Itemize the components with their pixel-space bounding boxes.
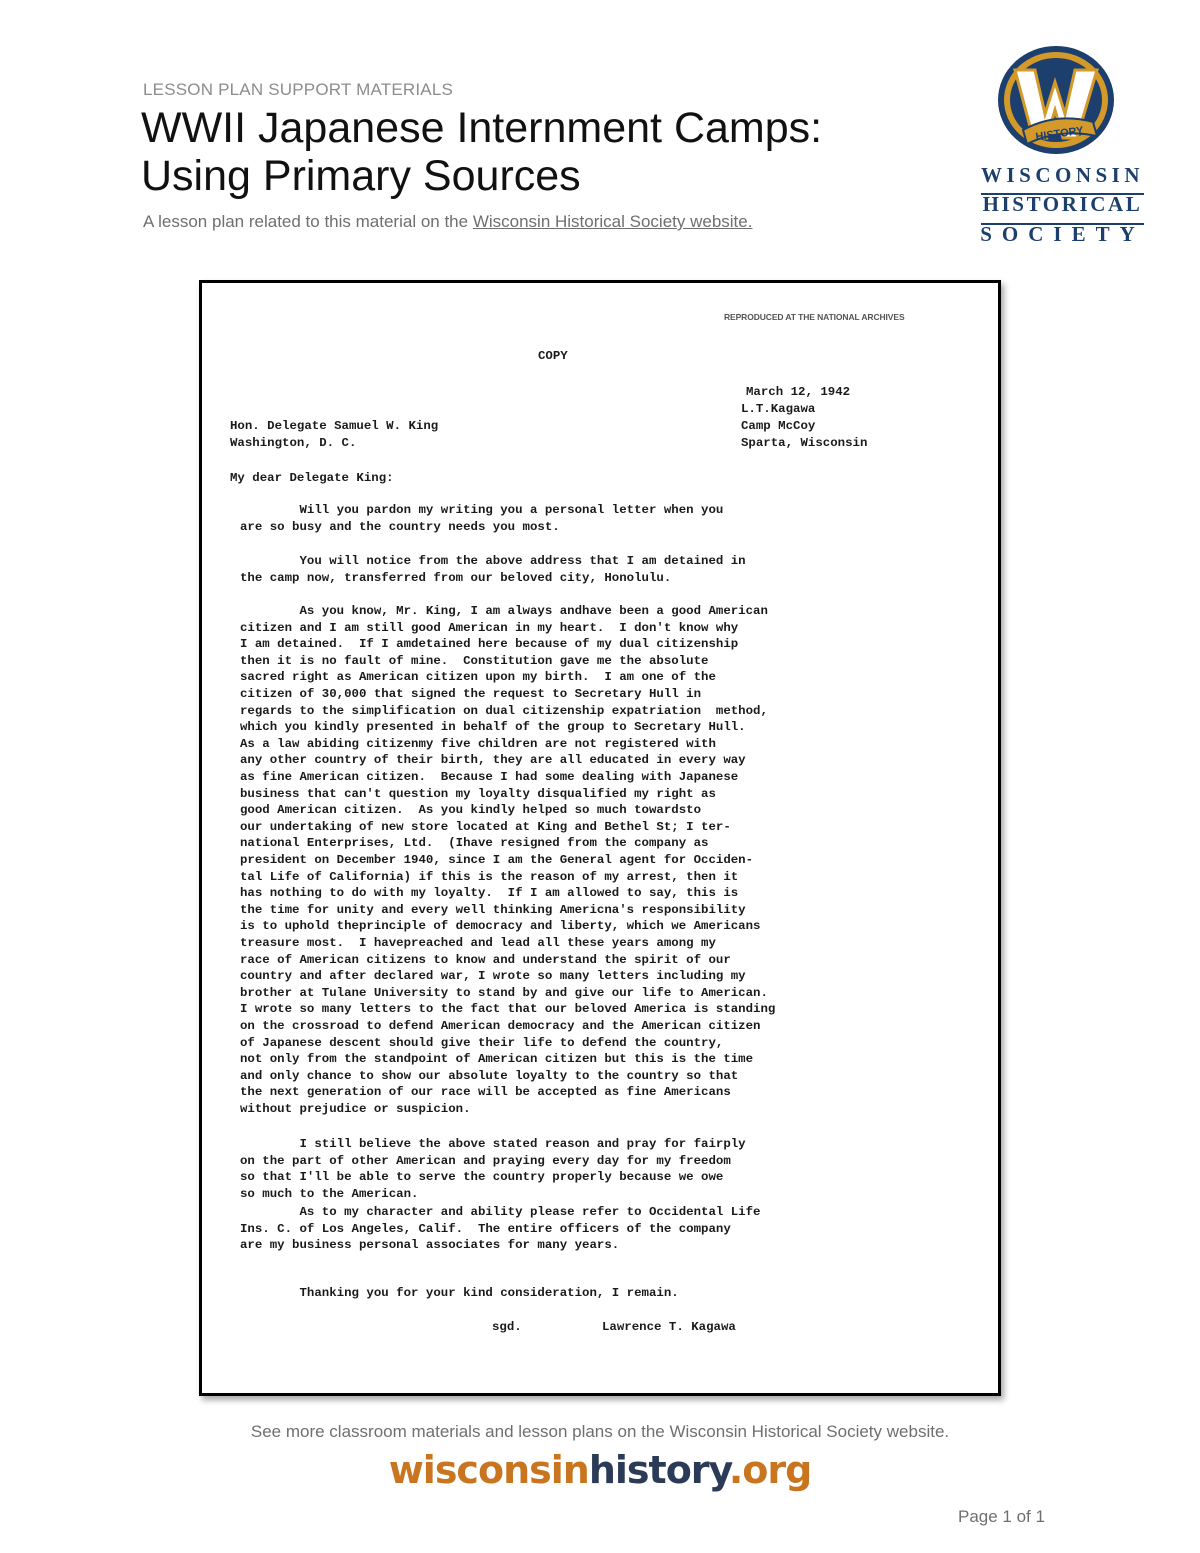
- footer-note: See more classroom materials and lesson plans on the Wisconsin Historical Society website.: [250, 1422, 950, 1441]
- letter-line: so that I'll be able to serve the country properly because we owe: [240, 1170, 724, 1185]
- footer-url-part-3: .org: [728, 1448, 812, 1492]
- logo-line-wisconsin: WISCONSIN: [980, 163, 1145, 187]
- letter-line: regards to the simplification on dual citizenship expatriation method,: [240, 703, 768, 718]
- letter-line: As a law abiding citizenmy five children are not registered with: [240, 736, 716, 751]
- letter-line: As you know, Mr. King, I am always andhave been a good American: [240, 604, 768, 618]
- letter-line: country and after declared war, I wrote so many letters including my: [240, 969, 746, 984]
- letter-line: on the crossroad to defend American democracy and the American citizen: [240, 1019, 761, 1033]
- letter-line: sacred right as American citizen upon my birth. I am one of the: [240, 670, 716, 685]
- header-kicker: LESSON PLAN SUPPORT MATERIALS: [143, 80, 454, 99]
- letter-line: national Enterprises, Ltd. (Ihave resigned from the company as: [240, 836, 709, 851]
- letter-line: tal Life of California) if this is the reason of my arrest, then it: [240, 869, 739, 884]
- page-title-line-1: WWII Japanese Internment Camps:: [141, 104, 823, 152]
- letter-line: Thanking you for your kind consideration, I remain.: [240, 1286, 679, 1300]
- sender-name: L.T.Kagawa: [741, 402, 816, 416]
- letter-line: As to my character and ability please refer to Occidental Life: [240, 1205, 761, 1219]
- letter-line: race of American citizens to know and understand the spirit of our: [240, 952, 731, 967]
- archives-stamp: REPRODUCED AT THE NATIONAL ARCHIVES: [724, 312, 905, 322]
- header-subtitle: [143, 212, 752, 232]
- subtitle-text: A lesson plan related to this material on the: [143, 212, 473, 231]
- page-title: [141, 104, 941, 200]
- letter-line: has nothing to do with my loyalty. If I am allowed to say, this is: [240, 886, 739, 901]
- letter-line: our undertaking of new store located at King and Bethel St; I ter-: [240, 819, 731, 834]
- letter-line: any other country of their birth, they are all educated in every way: [240, 753, 746, 768]
- w-history-emblem-icon: [993, 42, 1119, 162]
- page-title-line-2: Using Primary Sources: [141, 152, 581, 200]
- footer-url-link[interactable]: [0, 1448, 1200, 1492]
- letter-line: Will you pardon my writing you a personal letter when you: [240, 503, 724, 517]
- letter-line: business that can't question my loyalty disqualified my right as: [240, 786, 716, 801]
- letter-line: the time for unity and every well thinking Americna's responsibility: [240, 902, 746, 917]
- letter-line: is to uphold theprinciple of democracy and liberty, which we Americans: [240, 919, 761, 934]
- recipient-name: Hon. Delegate Samuel W. King: [230, 419, 439, 433]
- recipient-city: Washington, D. C.: [230, 436, 357, 450]
- letter-line: are my business personal associates for many years.: [240, 1238, 620, 1253]
- emblem-ribbon-text: HISTORY: [1034, 124, 1085, 144]
- letter-line: treasure most. I havepreached and lead all these years among my: [240, 936, 716, 950]
- letter-date: March 12, 1942: [746, 385, 851, 399]
- letter-line: president on December 1940, since I am the General agent for Occiden-: [240, 853, 754, 867]
- letter-line: good American citizen. As you kindly helped so much towardsto: [240, 803, 702, 818]
- signature: Lawrence T. Kagawa: [602, 1320, 736, 1334]
- sender-city: Sparta, Wisconsin: [741, 436, 868, 450]
- letter-line: on the part of other American and praying every day for my freedom: [240, 1153, 731, 1168]
- typed-letter: [202, 283, 998, 1393]
- letter-line: which you kindly presented in behalf of the group to Secretary Hull.: [240, 720, 746, 735]
- letter-line: are so busy and the country needs you most.: [240, 519, 560, 534]
- logo-line-society: SOCIETY: [980, 222, 1145, 246]
- letter-line: without prejudice or suspicion.: [240, 1102, 471, 1116]
- letter-image-frame: [199, 280, 1001, 1396]
- letter-line: I wrote so many letters to the fact that our beloved America is standing: [240, 1002, 776, 1017]
- copy-label: COPY: [538, 349, 568, 363]
- letter-line: citizen of 30,000 that signed the request to Secretary Hull in: [240, 687, 702, 701]
- letter-line: not only from the standpoint of American citizen but this is the time: [240, 1052, 754, 1067]
- page-number: Page 1 of 1: [958, 1507, 1045, 1526]
- letter-line: the camp now, transferred from our beloved city, Honolulu.: [240, 570, 672, 585]
- letter-line: You will notice from the above address that I am detained in: [240, 554, 746, 568]
- letter-line: Ins. C. of Los Angeles, Calif. The entire officers of the company: [240, 1221, 731, 1236]
- wisconsin-historical-society-logo[interactable]: [975, 42, 1150, 252]
- letter-line: so much to the American.: [240, 1186, 419, 1201]
- signed-label: sgd.: [492, 1320, 522, 1334]
- letter-line: of Japanese descent should give their life to defend the country,: [240, 1035, 724, 1050]
- logo-line-historical: HISTORICAL: [982, 192, 1143, 216]
- letter-line: brother at Tulane University to stand by and give our life to American.: [240, 985, 768, 1000]
- footer-url-part-2: history: [588, 1448, 729, 1492]
- letter-line: I still believe the above stated reason and pray for fairply: [240, 1137, 746, 1151]
- letter-line: as fine American citizen. Because I had some dealing with Japanese: [240, 770, 739, 784]
- letter-line: the next generation of our race will be accepted as fine Americans: [240, 1085, 731, 1100]
- letter-line: then it is no fault of mine. Constitution gave me the absolute: [240, 653, 709, 668]
- letter-line: citizen and I am still good American in my heart. I don't know why: [240, 620, 739, 635]
- letter-line: and only chance to show our absolute loyalty to the country so that: [240, 1068, 739, 1083]
- letter-line: I am detained. If I amdetained here because of my dual citizenship: [240, 637, 739, 652]
- sender-camp: Camp McCoy: [741, 419, 816, 433]
- society-website-link[interactable]: Wisconsin Historical Society website.: [472, 212, 753, 231]
- footer-url-part-1: wisconsin: [388, 1448, 589, 1492]
- salutation: My dear Delegate King:: [230, 471, 394, 485]
